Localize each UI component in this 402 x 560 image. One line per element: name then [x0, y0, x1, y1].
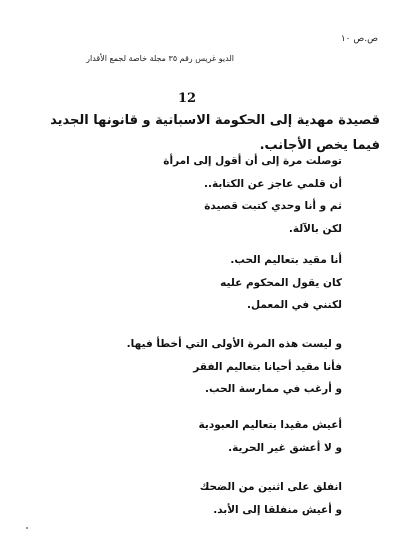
poem-line: و أعيش منفلقا إلى الأبد. — [213, 503, 342, 516]
poem-line: أعيش مقيدا بتعاليم العبودية — [198, 419, 342, 431]
poem-title: قصيدة مهدية إلى الحكومة الاسبانية و قانونها الجديد فيما يخص الأجانب. — [50, 113, 380, 153]
scan-speck — [26, 527, 28, 529]
poem-line: توصلت مرة إلى أن أقول إلى امرأة — [163, 155, 342, 167]
poem-line: انفلق على اثنين من الضحك — [199, 481, 342, 493]
poem-line: كان يقول المحكوم عليه — [220, 276, 342, 289]
page-number: ص.ص ١٠ — [340, 34, 378, 44]
stanza-3 — [127, 333, 342, 401]
poem-line: ثم و أنا وحدي كتبت قصيدة — [204, 200, 342, 212]
stanza-5 — [200, 476, 342, 521]
poem-line: و ليست هذه المرة الأولى التي أخطأ فيها. — [126, 338, 342, 350]
stanza-1 — [163, 150, 342, 240]
poem-line: أنا مقيد بتعاليم الحب. — [230, 254, 342, 266]
poem-number: 12 — [178, 91, 197, 106]
stanza-4 — [199, 414, 342, 459]
publication-header: الديو غريس رقم ٣٥ مجلة خاصة لجمع الأقدار — [86, 54, 234, 63]
poem-line: و أرغب في ممارسة الحب. — [204, 383, 342, 395]
stanza-2 — [220, 249, 342, 317]
poem-line: فأنا مقيد أحيانا بتعاليم الفقر — [193, 360, 342, 373]
poem-line: لكن بالآلة. — [288, 222, 342, 235]
poem-line: لكنني في المعمل. — [247, 299, 342, 311]
poem-line: و لا أعشق غير الحرية. — [228, 441, 342, 454]
poem-line: أن قلمي عاجز عن الكتابة.. — [203, 177, 342, 190]
